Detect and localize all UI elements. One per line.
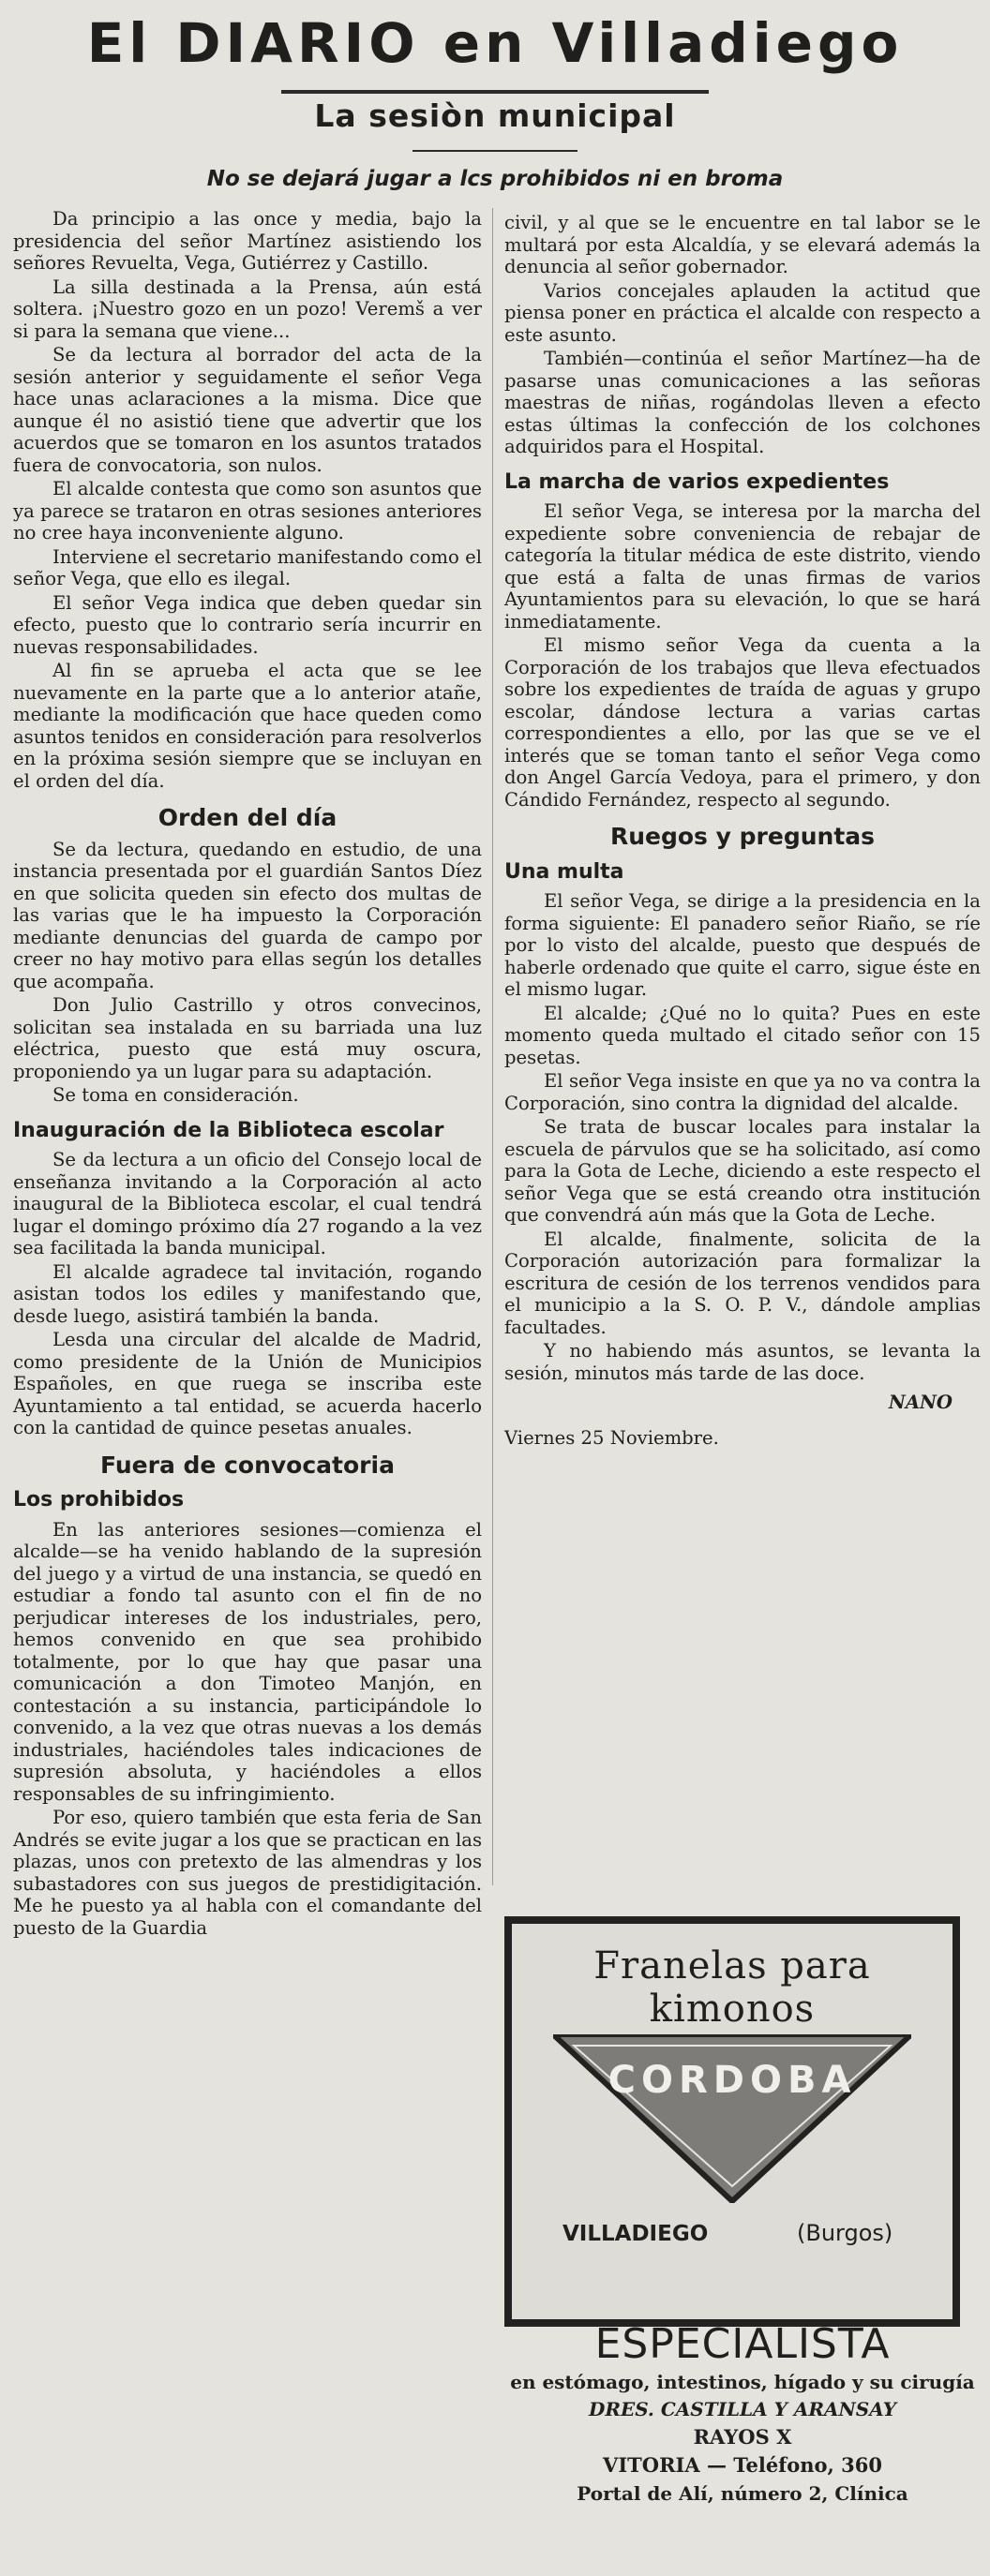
- author-signature: NANO: [888, 1392, 952, 1413]
- advert-rayos: RAYOS X: [693, 2425, 792, 2449]
- article-paragraph: El alcalde agradece tal invitación, rogando asistan todos los ediles y manifestando que, desde luego, asistirá también la banda.: [13, 1260, 482, 1327]
- article-paragraph: El alcalde, finalmente, solicita de la Corporación autorización para formalizar la escritura de cesión de los terrenos vendidos para el municipio a la S. O. P. V., dándole amplias facultades.: [504, 1228, 981, 1338]
- lead-headline: No se dejará jugar a lcs prohibidos ni en broma: [206, 167, 784, 191]
- article-paragraph: Por eso, quiero también que esta feria de San Andrés se evite jugar a los que se practican en las plazas, unos con pretexto de las almendras y los subastadores con sus juegos de prestidigitación. Me he puesto ya al habla con el comandante del puesto de la Guardia: [13, 1807, 482, 1939]
- right-column: [504, 212, 981, 1449]
- advert-town: VILLADIEGO: [562, 2222, 709, 2246]
- advert-especialista-title: ESPECIALISTA: [594, 2320, 891, 2368]
- subheading-ruegos-y-preguntas: Ruegos y preguntas: [609, 823, 876, 850]
- subheading-fuera-de-convocatoria: Fuera de convocatoria: [100, 1451, 395, 1479]
- article-paragraph: El alcalde; ¿Qué no lo quita? Pues en este momento queda multado el citado señor con 15 pesetas.: [504, 1002, 981, 1068]
- article-paragraph: El señor Vega indica que deben quedar sin efecto, puesto que lo contrario sería incurrir en nuevas responsabilidades.: [13, 591, 482, 658]
- advert-franelas: [504, 1916, 960, 2327]
- masthead: El DIARIO en Villadiego: [86, 11, 904, 75]
- article-paragraph: civil, y al que se le encuentre en tal labor se le multará por esta Alcaldía, y se elevará además la denuncia al señor gobernador.: [504, 212, 981, 277]
- article-paragraph: Se da lectura a un oficio del Consejo local de enseñanza invitando a la Corporación al acto inaugural de la Biblioteca escolar, el cual tendrá lugar el domingo próximo día 27 rogando a la vez sea facilitada la banda municipal.: [13, 1149, 482, 1258]
- advert-specialty: en estómago, intestinos, hígado y su cirugía: [510, 2371, 975, 2393]
- advert-franelas-title: Franelas para kimonos: [593, 1944, 871, 2031]
- advert-address: Portal de Alí, número 2, Clínica: [577, 2482, 908, 2505]
- article-paragraph: Se da lectura al borrador del acta de la sesión anterior y seguidamente el señor Vega hace unas aclaraciones a la misma. Dice que aunque él no asistió tiene que advertir que los acuerdos que se tomaron en los asuntos tratados fuera de convocatoria, son nulos.: [13, 344, 482, 476]
- article-paragraph: Don Julio Castrillo y otros convecinos, solicitan sea instalada en su barriada una luz eléctrica, puesto que está muy oscura, proponiendo ya un lugar para su adaptación.: [13, 994, 482, 1082]
- article-paragraph: Y no habiendo más asuntos, se levanta la sesión, minutos más tarde de las doce.: [504, 1340, 981, 1384]
- subheading-una-multa: Una multa: [504, 859, 624, 884]
- subheading-marcha-expedientes: La marcha de varios expedientes: [504, 469, 890, 494]
- logo-text: CORDOBA: [608, 2059, 857, 2102]
- section-rule: [412, 150, 578, 152]
- article-paragraph: También—continúa el señor Martínez—ha de pasarse unas comunicaciones a las señoras maestras de niñas, rogándolas lleven a efecto estas últimas la confección de los colchones adquiridos para el Hospital.: [504, 348, 981, 457]
- advert-doctors: DRES. CASTILLA Y ARANSAY: [588, 2398, 896, 2420]
- article-paragraph: Interviene el secretario manifestando como el señor Vega, que ello es ilegal.: [13, 545, 482, 589]
- article-paragraph: El mismo señor Vega da cuenta a la Corporación de los trabajos que lleva efectuados sobre los expedientes de traída de aguas y grupo escolar, dándose lectura a varias cartas correspondientes a ello, por las que se ve el interés que se toman tanto el señor Vega como don Angel García Vedoya, para el primero, y don Cándido Fernández, respecto al segundo.: [504, 634, 981, 811]
- advert-phone: VITORIA — Teléfono, 360: [603, 2453, 882, 2477]
- article-paragraph: El señor Vega, se interesa por la marcha del expediente sobre conveniencia de rebajar de categoría la titular médica de este distrito, viendo que está a falta de unas firmas de varios Ayuntamientos para su elevación, lo que se hará inmediatamente.: [504, 500, 981, 633]
- subheading-orden-del-dia: Orden del día: [158, 804, 338, 831]
- section-title: La sesiòn municipal: [314, 97, 676, 134]
- article-paragraph: Se da lectura, quedando en estudio, de una instancia presentada por el guardián Santos Díez en que solicita queden sin efecto dos multas de las varias que le ha impuesto la Corporación mediante denuncias del guarda de campo por creer no hay motivo para ellas según los detalles que acompaña.: [13, 838, 482, 992]
- article-paragraph: Varios concejales aplauden la actitud que piensa poner en práctica el alcalde con respecto a este asunto.: [504, 279, 981, 346]
- article-paragraph: Se toma en consideración.: [52, 1084, 299, 1106]
- dateline: Viernes 25 Noviembre.: [504, 1426, 719, 1449]
- subheading-biblioteca: Inauguración de la Biblioteca escolar: [13, 1118, 444, 1142]
- article-paragraph: Da principio a las once y media, bajo la presidencia del señor Martínez asistiendo los señores Revuelta, Vega, Gutiérrez y Castillo.: [13, 208, 482, 274]
- article-paragraph: El señor Vega insiste en que ya no va contra la Corporación, sino contra la dignidad del alcalde.: [504, 1070, 981, 1114]
- cordoba-logo-icon: [553, 2034, 911, 2203]
- article-paragraph: Lesda una circular del alcalde de Madrid, como presidente de la Unión de Municipios Españoles, en que ruega se inscriba este Ayuntamiento a tal entidad, se acuerda hacerlo con la cantidad de quince pesetas anuales.: [13, 1329, 482, 1438]
- advert-especialista: [504, 2320, 981, 2508]
- article-paragraph: El señor Vega, se dirige a la presidencia en la forma siguiente: El panadero señor Riaño, se ríe por lo visto del alcalde, puesto que después de haberle ordenado que quite el carro, sigue éste en el mismo lugar.: [504, 890, 981, 1000]
- article-paragraph: En las anteriores sesiones—comienza el alcalde—se ha venido hablando de la supresión del juego y a virtud de una instancia, se quedó en estudiar a fondo tal asunto con el fin de no perjudicar intereses de los industriales, pero, hemos convenido en que sea prohibido totalmente, por lo que hay que pasar una comunicación a don Timoteo Manjón, en contestación a su instancia, participándole lo convenido, a la vez que otras nuevas a los demás industriales, haciéndoles tales indicaciones de supresión absoluta, y haciéndoles a ellos responsables de su infringimiento.: [13, 1518, 482, 1805]
- article-paragraph: La silla destinada a la Prensa, aún está soltera. ¡Nuestro gozo en un pozo! Veremš a ver si para la semana que viene...: [13, 275, 482, 342]
- left-column: [13, 208, 482, 1941]
- advert-province: (Burgos): [797, 2220, 893, 2246]
- column-divider: [492, 208, 493, 1885]
- article-paragraph: Se trata de buscar locales para instalar la escuela de párvulos que se ha solicitado, así como para la Gota de Leche, diciendo a este respecto el señor Vega que se está creando otra institución que convendrá aún más que la Gota de Leche.: [504, 1116, 981, 1226]
- article-paragraph: Al fin se aprueba el acta que se lee nuevamente en la parte que a lo anterior atañe, mediante la modificación que hace queden como asuntos tenidos en consideración para resolverlos en la próxima sesión siempre que se incluyan en el orden del día.: [13, 660, 482, 792]
- subheading-los-prohibidos: Los prohibidos: [13, 1488, 185, 1511]
- article-paragraph: El alcalde contesta que como son asuntos que ya parece se trataron en otras sesiones anteriores no cree haya inconveniente alguno.: [13, 478, 482, 543]
- masthead-rule: [281, 90, 709, 94]
